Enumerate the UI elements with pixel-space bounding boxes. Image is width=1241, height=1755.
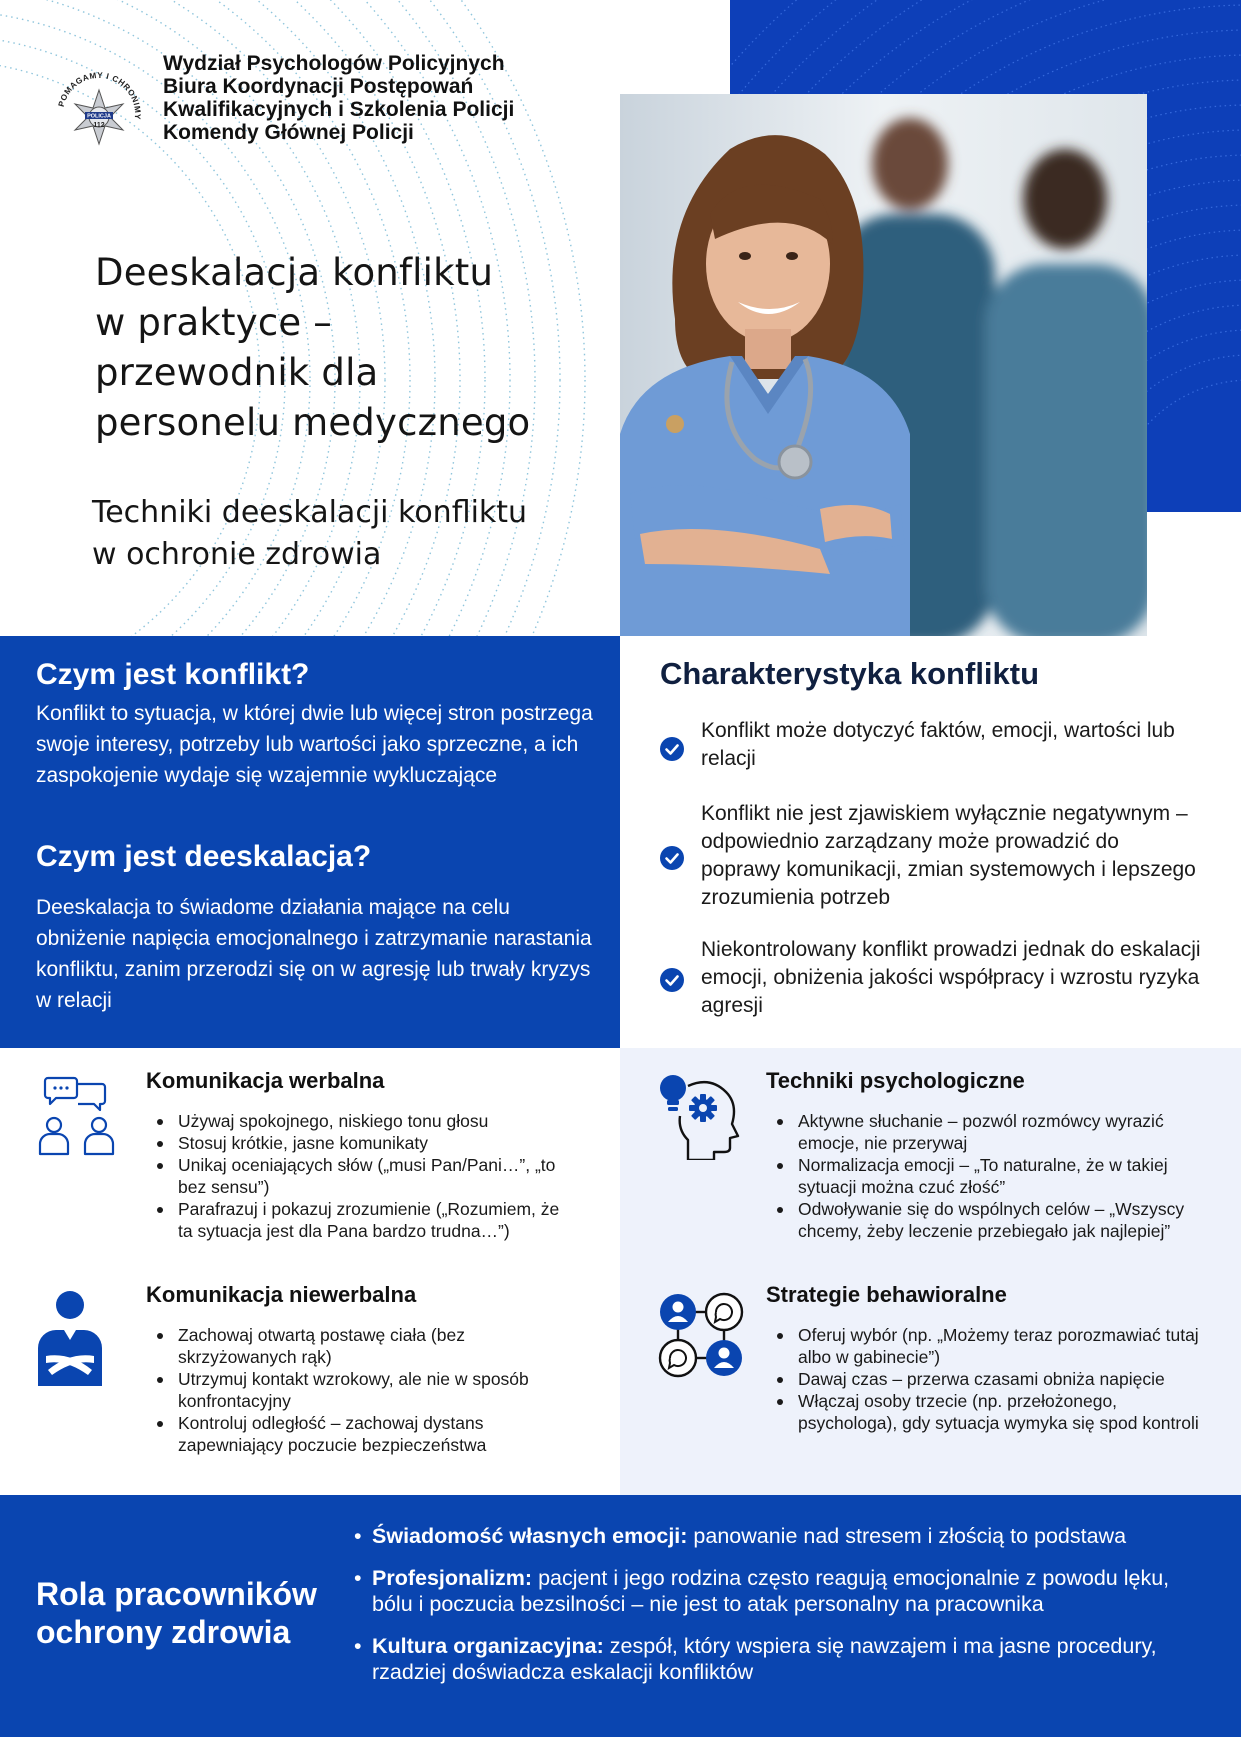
page-title — [95, 248, 530, 448]
title-line: w praktyce – — [95, 301, 332, 344]
list-item: Normalizacja emocji – „To naturalne, że w takiej sytuacji można czuć złość” — [766, 1154, 1206, 1198]
characteristics-item — [660, 936, 1220, 1024]
list-item: Używaj spokojnego, niskiego tonu głosu — [146, 1110, 576, 1132]
characteristics-item-text: Niekontrolowany konflikt prowadzi jednak do eskalacji emocji, obniżenia jakości współpracy i wzrostu ryzyka agresji — [701, 938, 1201, 1017]
verbal-list — [146, 1110, 576, 1242]
list-item: Włączaj osoby trzecie (np. przełożonego, psychologa), gdy sytuacja wymyka się spod kontroli — [766, 1390, 1206, 1434]
nonverbal-heading: Komunikacja niewerbalna — [146, 1282, 417, 1307]
bullet-icon: • — [354, 1524, 362, 1548]
role-item-text: panowanie nad stresem i złością to podstawa — [687, 1524, 1127, 1548]
list-item: Unikaj oceniających słów („musi Pan/Pani…”, „to bez sensu”) — [146, 1154, 576, 1198]
subtitle-line: w ochronie zdrowia — [92, 537, 382, 572]
role-item-text: zespół, który wspiera się nawzajem i ma jasne procedury, rzadziej doświadcza eskalacji konfliktów — [372, 1634, 1157, 1684]
bullet-icon: • — [354, 1566, 362, 1590]
role-item-label: Kultura organizacyjna: — [372, 1634, 604, 1658]
characteristics-item-text: Konflikt nie jest zjawiskiem wyłącznie negatywnym – odpowiednio zarządzany może prowadzić do poprawy komunikacji, zmian systemowych i lepszego zrozumienia potrzeb — [701, 802, 1196, 909]
deescalation-heading: Czym jest deeskalacja? — [36, 840, 372, 873]
svg-text:POLICJA: POLICJA — [87, 113, 111, 120]
list-item: Kontroluj odległość – zachowaj dystans zapewniający poczucie bezpieczeństwa — [146, 1412, 576, 1456]
title-line: Deeskalacja konfliktu — [95, 251, 494, 294]
role-item-label: Świadomość własnych emocji: — [372, 1524, 688, 1548]
verbal-communication-block — [146, 1068, 576, 1242]
people-network-icon — [656, 1290, 746, 1380]
deescalation-text: Deeskalacja to świadome działania mające na celu obniżenie napięcia emocjonalnego i zatrzymanie narastania konfliktu, zanim przerodzi się on w agresję lub trwały kryzys w relacji — [36, 896, 592, 1012]
conflict-text: Konflikt to sytuacja, w której dwie lub więcej stron postrzega swoje interesy, potrzeby lub wartości jako sprzeczne, a ich zaspokojenie wydaje się wzajemnie wykluczające — [36, 702, 593, 787]
behavioral-list — [766, 1324, 1206, 1434]
crossed-arms-person-icon — [34, 1290, 106, 1386]
role-item-label: Profesjonalizm: — [372, 1566, 533, 1590]
list-item: Oferuj wybór (np. „Możemy teraz porozmawiać tutaj albo w gabinecie”) — [766, 1324, 1206, 1368]
police-logo — [55, 70, 143, 158]
nonverbal-list — [146, 1324, 576, 1456]
list-item: Parafrazuj i pokazuj zrozumienie („Rozumiem, że ta sytuacja jest dla Pana bardzo trudna…”) — [146, 1198, 576, 1242]
head-gear-bulb-icon — [656, 1072, 744, 1160]
org-line: Komendy Głównej Policji — [163, 121, 414, 144]
list-item: Zachowaj otwartą postawę ciała (bez skrzyżowanych rąk) — [146, 1324, 576, 1368]
role-heading — [36, 1575, 317, 1651]
behavioral-strategies-block — [766, 1282, 1206, 1434]
list-item: Stosuj krótkie, jasne komunikaty — [146, 1132, 576, 1154]
title-line: personelu medycznego — [95, 401, 531, 444]
svg-text:112: 112 — [93, 122, 105, 129]
bullet-icon: • — [354, 1634, 362, 1658]
title-line: przewodnik dla — [95, 351, 379, 394]
check-circle-icon — [660, 846, 684, 870]
psychological-list — [766, 1110, 1206, 1242]
medical-staff-photo — [620, 94, 1147, 636]
org-line: Biura Koordynacji Postępowań — [163, 75, 474, 98]
conversation-people-icon — [34, 1072, 120, 1158]
psychological-heading: Techniki psychologiczne — [766, 1068, 1025, 1093]
conflict-heading: Czym jest konflikt? — [36, 658, 310, 691]
characteristics-item-text: Konflikt może dotyczyć faktów, emocji, wartości lub relacji — [701, 719, 1175, 770]
behavioral-heading: Strategie behawioralne — [766, 1282, 1007, 1307]
characteristics-item — [660, 800, 1220, 916]
role-item-text: pacjent i jego rodzina często reagują emocjonalnie z powodu lęku, bólu i poczucia bezsilności – nie jest to atak personalny na pracownika — [372, 1566, 1170, 1616]
role-heading-line: ochrony zdrowia — [36, 1614, 291, 1650]
organization-name — [163, 52, 514, 144]
characteristics-item — [660, 717, 1220, 777]
role-panel — [0, 1495, 1241, 1737]
list-item — [354, 1633, 1212, 1685]
verbal-heading: Komunikacja werbalna — [146, 1068, 385, 1093]
check-circle-icon — [660, 737, 684, 761]
characteristics-heading: Charakterystyka konfliktu — [660, 656, 1040, 691]
list-item: Dawaj czas – przerwa czasami obniża napięcie — [766, 1368, 1206, 1390]
list-item: Odwoływanie się do wspólnych celów – „Wszyscy chcemy, żeby leczenie przebiegało jak najlepiej” — [766, 1198, 1206, 1242]
subtitle-line: Techniki deeskalacji konfliktu — [92, 495, 528, 530]
org-line: Wydział Psychologów Policyjnych — [163, 52, 505, 75]
psychological-techniques-block — [766, 1068, 1206, 1242]
definitions-panel — [0, 636, 620, 1048]
role-list — [354, 1523, 1212, 1701]
list-item — [354, 1565, 1212, 1617]
role-heading-line: Rola pracowników — [36, 1576, 317, 1612]
nonverbal-communication-block — [146, 1282, 576, 1456]
page-subtitle — [92, 492, 527, 576]
org-line: Kwalifikacyjnych i Szkolenia Policji — [163, 98, 515, 121]
list-item — [354, 1523, 1212, 1549]
check-circle-icon — [660, 968, 684, 992]
list-item: Utrzymuj kontakt wzrokowy, ale nie w sposób konfrontacyjny — [146, 1368, 576, 1412]
svg-text:POMAGAMY I CHRONIMY: POMAGAMY I CHRONIMY — [56, 70, 143, 121]
list-item: Aktywne słuchanie – pozwól rozmówcy wyrazić emocje, nie przerywaj — [766, 1110, 1206, 1154]
